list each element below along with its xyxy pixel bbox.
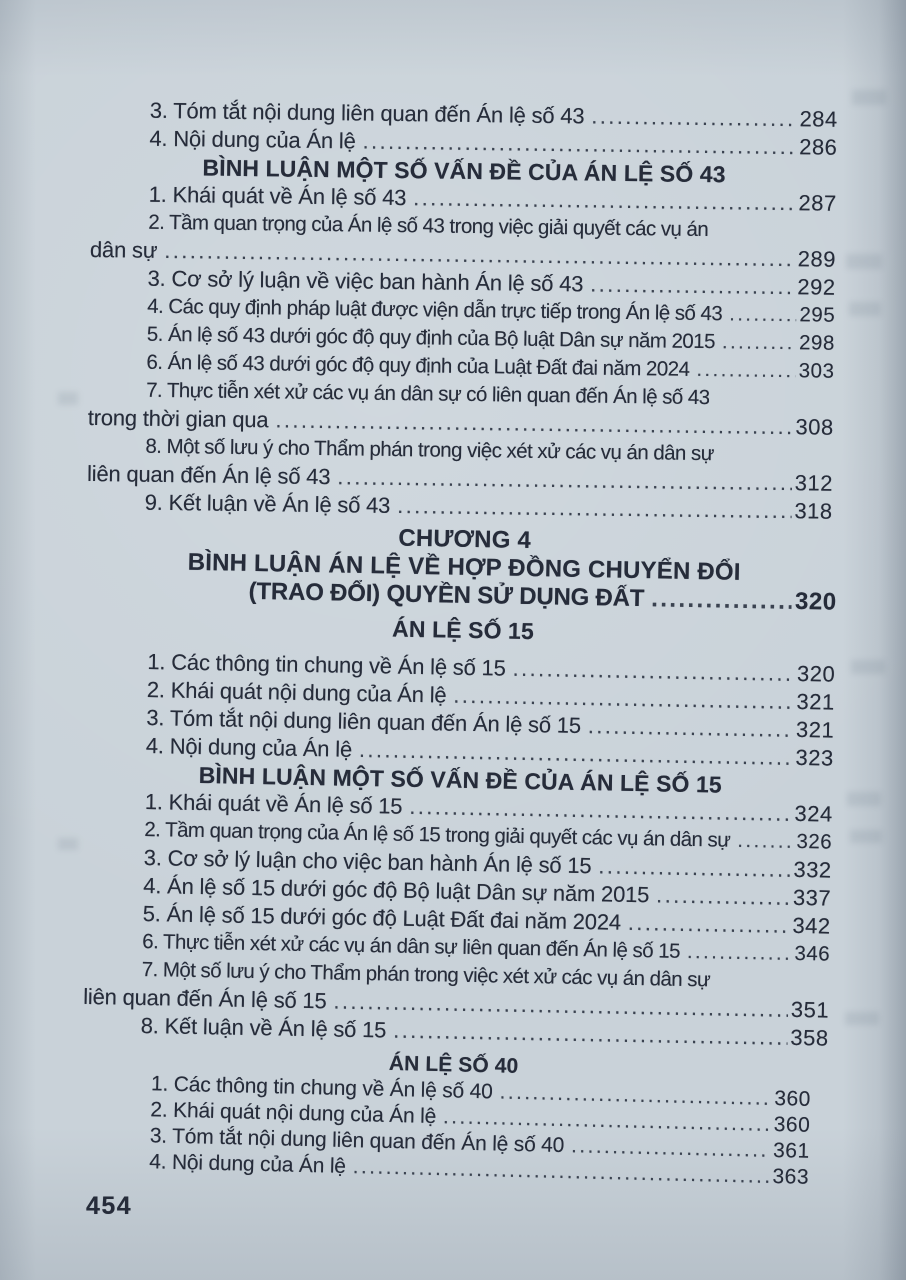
- toc-entry-text: liên quan đến Án lệ số 43: [86, 460, 331, 490]
- dot-leader: [656, 881, 790, 911]
- toc-entry-page: 286: [799, 134, 838, 160]
- toc-entry-text: 4. Nội dung của Án lệ: [145, 733, 353, 762]
- toc-section-anle-40: [93, 1044, 812, 1191]
- toc-entry-text: 2. Tầm quan trọng của Án lệ số 15 trong giải quyết các vụ án dân sự: [144, 818, 731, 852]
- dot-leader: [598, 852, 791, 884]
- toc-entry-text: 3. Tóm tắt nội dung liên quan đến Án lệ số 43: [149, 97, 585, 129]
- toc-entry-page: 295: [799, 303, 836, 327]
- toc-entry-page: 320: [794, 587, 837, 616]
- toc-entry-text: 5. Án lệ số 43 dưới góc độ quy định của Bộ luật Dân sự năm 2015: [146, 322, 716, 354]
- dot-leader: [696, 356, 796, 385]
- toc-entry-text: 3. Tóm tắt nội dung liên quan đến Án lệ số 40: [149, 1124, 565, 1158]
- bleed-through-smudge: [845, 1012, 879, 1025]
- toc-entry-text: 3. Cơ sở lý luận về việc ban hành Án lệ số 43: [147, 265, 584, 297]
- page-number: 454: [86, 1192, 133, 1220]
- bleed-through-smudge: [850, 830, 882, 843]
- dot-leader: [687, 938, 792, 968]
- toc-entry-text: 8. Một số lưu ý cho Thẩm phán trong việc xét xử các vụ án dân sự: [145, 434, 715, 466]
- toc-entry-page: 318: [794, 498, 833, 524]
- toc-entry-text: 2. Khái quát nội dung của Án lệ: [150, 1098, 437, 1129]
- dot-leader: [590, 271, 794, 302]
- toc-entry-page: 303: [798, 359, 835, 383]
- toc-entry-text: 3. Cơ sở lý luận cho việc ban hành Án lệ số 15: [143, 845, 592, 879]
- bleed-through-smudge: [849, 302, 881, 316]
- toc-entry-text: 1. Các thông tin chung về Án lệ số 40: [150, 1072, 493, 1104]
- toc-entry-text: 4. Án lệ số 15 dưới góc độ Bộ luật Dân sự năm 2015: [143, 873, 650, 908]
- toc-entry-text: 1. Các thông tin chung về Án lệ số 15: [147, 649, 506, 681]
- dot-leader: [722, 328, 797, 357]
- bleed-through-smudge: [852, 90, 886, 105]
- toc-entry-text: 5. Án lệ số 15 dưới góc độ Luật Đất đai năm 2024: [142, 900, 622, 935]
- toc-entry-page: 312: [794, 470, 834, 496]
- dot-leader: [397, 492, 792, 525]
- dot-leader: [393, 1017, 788, 1052]
- bleed-through-smudge: [58, 392, 78, 405]
- bleed-through-smudge: [58, 838, 78, 850]
- toc-entry-text: 6. Án lệ số 43 dưới góc độ quy định của Luật Đất đai năm 2024: [146, 350, 690, 381]
- toc-entry-text: 2. Tầm quan trọng của Án lệ số 43 trong việc giải quyết các vụ án: [148, 210, 709, 242]
- toc-entry-text: dân sự: [89, 236, 158, 263]
- toc-entry-page: 284: [799, 106, 838, 132]
- toc-entry-page: 326: [796, 829, 833, 854]
- toc-entry-page: 292: [797, 274, 836, 300]
- toc-entry-page: 289: [797, 246, 837, 272]
- toc-entry-text: 2. Khái quát nội dung của Án lệ: [146, 677, 447, 708]
- toc-entry-text: 7. Một số lưu ý cho Thẩm phán trong việc xét xử các vụ án dân sự: [141, 957, 711, 992]
- toc-heading-text: CHƯƠNG 4: [398, 524, 532, 555]
- dot-leader: [729, 300, 797, 329]
- toc-entry-page: 308: [795, 414, 834, 440]
- toc-entry-page: 342: [792, 912, 831, 939]
- toc-entry-page: 287: [798, 190, 837, 216]
- dot-leader: [591, 103, 797, 134]
- dot-leader: [588, 712, 794, 744]
- dot-leader: [651, 585, 792, 616]
- toc-heading-text: ÁN LỆ SỐ 40: [388, 1051, 519, 1078]
- toc-section-heading: [90, 609, 836, 651]
- toc-entry-text: 8. Kết luận về Án lệ số 15: [140, 1012, 387, 1043]
- toc-entry-page: 321: [796, 688, 835, 715]
- toc-entry-text: 4. Nội dung của Án lệ: [148, 1150, 347, 1178]
- toc-entry-text: 1. Khái quát về Án lệ số 43: [148, 181, 407, 211]
- toc-entry-page: 298: [798, 331, 835, 355]
- toc-entry-text: 4. Nội dung của Án lệ: [149, 125, 356, 154]
- toc-entry-text: 9. Kết luận về Án lệ số 43: [144, 489, 391, 518]
- toc-heading-text: BÌNH LUẬN MỘT SỐ VẤN ĐỀ CỦA ÁN LỆ SỐ 15: [198, 762, 723, 798]
- toc-entry-text: 6. Thực tiễn xét xử các vụ án dân sự liên quan đến Án lệ số 15: [142, 929, 681, 963]
- toc-entry-text: trong thời gian qua: [87, 404, 269, 433]
- toc-heading-text: BÌNH LUẬN MỘT SỐ VẤN ĐỀ CỦA ÁN LỆ SỐ 43: [202, 154, 726, 188]
- toc-entry-page: 363: [772, 1164, 810, 1189]
- toc-heading-text: BÌNH LUẬN ÁN LỆ VỀ HỢP ĐỒNG CHUYỂN ĐỔI: [187, 548, 741, 586]
- toc-entry-text: 3. Tóm tắt nội dung liên quan đến Án lệ số 15: [146, 705, 582, 738]
- toc-entry-page: 332: [793, 856, 832, 883]
- toc-entry-page: 346: [794, 941, 831, 966]
- toc-entry-page: 360: [773, 1112, 811, 1137]
- toc-entry-page: 324: [794, 800, 833, 827]
- toc-entry-page: 358: [790, 1024, 829, 1051]
- toc-entry-page: 361: [772, 1138, 810, 1163]
- toc-entry-page: 320: [796, 660, 836, 687]
- toc-entry-text: liên quan đến Án lệ số 15: [83, 983, 327, 1014]
- toc-heading-text: (TRAO ĐỔI) QUYỀN SỬ DỤNG ĐẤT: [248, 577, 645, 613]
- toc-entry-page: 321: [795, 716, 835, 743]
- toc-section-chuong-4: [82, 519, 837, 1053]
- toc-entry-text: 4. Các quy định pháp luật được viện dẫn trực tiếp trong Án lệ số 43: [147, 294, 723, 326]
- dot-leader: [628, 909, 790, 940]
- dot-leader: [737, 827, 794, 856]
- bleed-through-smudge: [851, 660, 885, 674]
- toc-entry-text: 1. Khái quát về Án lệ số 15: [144, 789, 403, 819]
- toc-entry-page: 351: [790, 996, 830, 1023]
- toc-heading-text: ÁN LỆ SỐ 15: [391, 615, 535, 645]
- toc-entry-page: 337: [792, 884, 832, 911]
- toc-entry-page: 323: [795, 744, 834, 771]
- toc-section-anle-43: [87, 96, 838, 526]
- bleed-through-smudge: [847, 792, 881, 806]
- toc-entry-text: 7. Thực tiễn xét xử các vụ án dân sự có liên quan đến Án lệ số 43: [146, 378, 710, 410]
- bleed-through-smudge: [846, 254, 882, 269]
- toc-entry-page: 360: [774, 1087, 812, 1111]
